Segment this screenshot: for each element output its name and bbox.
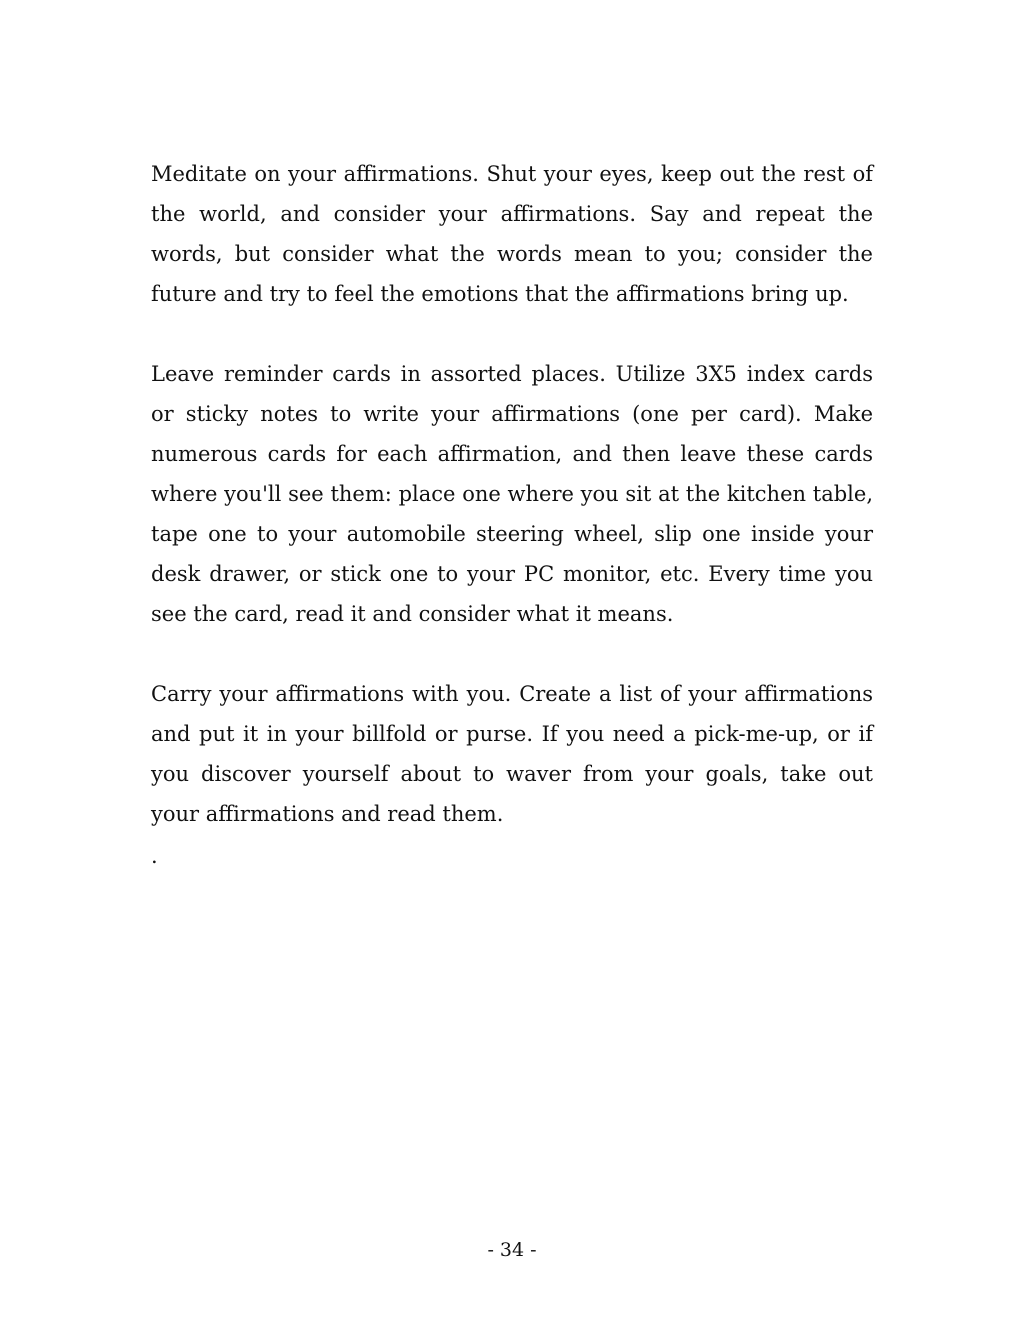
paragraph-reminder-cards: Leave reminder cards in assorted places. Utilize 3X5 index cards or sticky notes to write your affirmations (one per card). Make numerous cards for each affirmation, and then leave these cards where you'll see them: place one where you sit at the kitchen table, tape one to your automobile steering wheel, slip one inside your desk drawer, or stick one to your PC monitor, etc. Every time you see the card, read it and consider what it means.: [151, 362, 873, 626]
paragraph-meditate: Meditate on your affirmations. Shut your eyes, keep out the rest of the world, and consider your affirmations. Say and repeat the words, but consider what the words mean to you; consider the future and try to feel the emotions that the affirmations bring up.: [151, 162, 873, 306]
page-number: - 34 -: [487, 1239, 537, 1261]
page-body: [151, 154, 873, 874]
paragraph-carry-affirmations: Carry your affirmations with you. Create a list of your affirmations and put it in your billfold or purse. If you need a pick-me-up, or if you discover yourself about to waver from your goals, take out your affirmations and read them.: [151, 682, 873, 826]
stray-period: .: [151, 844, 158, 868]
